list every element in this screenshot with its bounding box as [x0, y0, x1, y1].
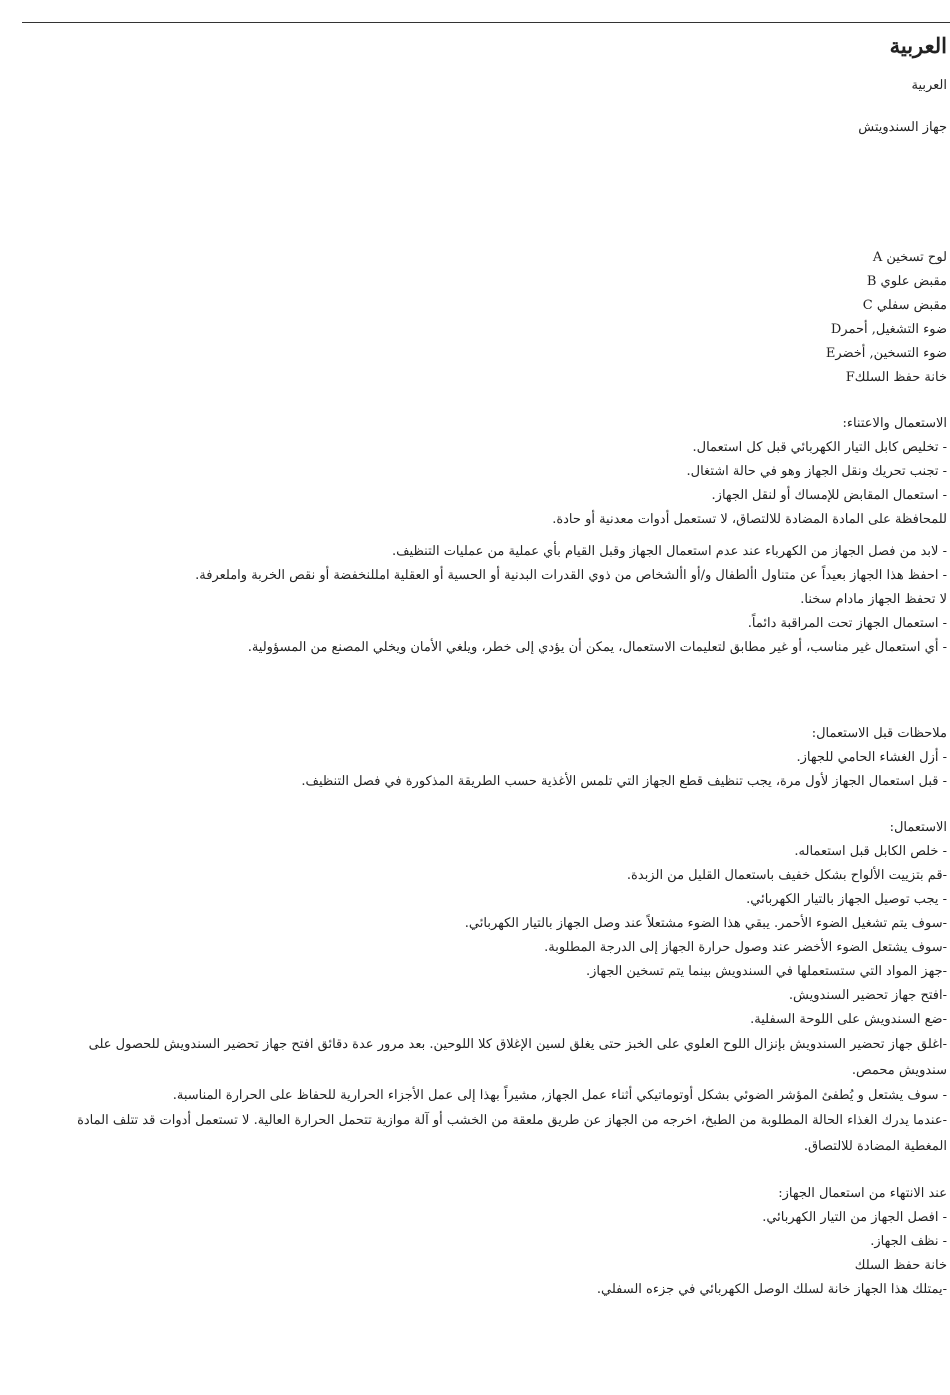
parts-list: [50, 246, 947, 390]
list-item: -جهز المواد التي ستستعملها في السندويش بينما يتم تسخين الجهاز.: [585, 964, 947, 979]
list-item: مقبض سفلي C: [862, 298, 947, 313]
list-item: لوح تسخين A: [872, 250, 947, 265]
usage-section: [50, 816, 947, 1160]
list-item: ضوء التسخين, أخضرE: [825, 346, 947, 361]
spacer: [50, 532, 947, 540]
spacer: [50, 794, 947, 816]
list-item: - أي استعمال غير مناسب، أو غير مطابق لتعليمات الاستعمال، يمكن أن يؤدي إلى خطر، ويلغي الأمان ويخلي المصنع من المسؤولية.: [247, 640, 947, 655]
list-item: مقبض علوي B: [866, 274, 947, 289]
list-item: - استعمال المقابض للإمساك أو لنقل الجهاز.: [711, 488, 947, 503]
list-item: -سوف يتم تشغيل الضوء الأحمر. يبقي هذا الضوء مشتعلاً عند وصل الجهاز بالتيار الكهربائي.: [464, 916, 947, 931]
list-item: -عندما يدرك الغذاء الحالة المطلوبة من الطبخ، اخرجه من الجهاز عن طريق ملعقة من الخشب أو آلة موازية تتحمل الحرارة العالية. لا تستعمل أدوات قد تتلف المادة المغطية المضادة للالتصاق.: [77, 1113, 947, 1154]
section-title: ملاحظات قبل الاستعمال:: [811, 726, 947, 741]
list-item: - افصل الجهاز من التيار الكهربائي.: [762, 1210, 947, 1225]
list-item: - خلص الكابل قبل استعماله.: [794, 844, 947, 859]
list-item: -ضع السندويش على اللوحة السفلية.: [750, 1012, 947, 1027]
list-item: - نظف الجهاز.: [870, 1234, 947, 1249]
list-item: -سوف يشتعل الضوء الأخضر عند وصول حرارة الجهاز إلى الدرجة المطلوبة.: [544, 940, 947, 955]
list-item: ضوء التشغيل, أحمرD: [830, 322, 947, 337]
list-item: - سوف يشتعل و يُطفئ المؤشر الضوئي بشكل أوتوماتيكي أثناء عمل الجهاز, مشيراً بهذا إلى عمل الأجزاء الحرارية للحفاظ على الحرارة المناسبة.: [172, 1088, 947, 1103]
section-title: الاستعمال والاعتناء:: [842, 416, 947, 431]
spacer: [50, 660, 947, 722]
spacer: [50, 390, 947, 412]
list-item: - يجب توصيل الجهاز بالتيار الكهربائي.: [746, 892, 947, 907]
list-item: -اغلق جهاز تحضير السندويش بإنزال اللوح العلوي على الخبز حتى يغلق لسين الإغلاق كلا اللوحين. بعد مرور عدة دقائق افتح جهاز تحضير السندويش للحصول على سندويش محمص.: [88, 1037, 947, 1078]
list-item: - تخليص كابل التيار الكهربائي قبل كل استعمال.: [692, 440, 947, 455]
list-item: - استعمال الجهاز تحت المراقبة دائماً.: [747, 616, 947, 631]
after-use-section: [50, 1182, 947, 1254]
top-divider: [22, 22, 950, 23]
list-item: -افتح جهاز تحضير السندويش.: [788, 988, 947, 1003]
section-title: خانة حفظ السلك: [854, 1258, 947, 1273]
list-item: للمحافظة على المادة المضادة للالتصاق، لا تستعمل أدوات معدنية أو حادة.: [552, 512, 947, 527]
section-title: عند الانتهاء من استعمال الجهاز:: [778, 1186, 947, 1201]
spacer: [50, 1160, 947, 1182]
list-item: لا تحفظ الجهاز مادام سخنا.: [800, 592, 947, 607]
before-use-section: [50, 722, 947, 794]
language-label: العربية: [911, 78, 947, 93]
cord-storage-section: [50, 1254, 947, 1302]
product-name: جهاز السندويتش: [858, 120, 947, 135]
document-content: [50, 30, 947, 1302]
list-item: - تجنب تحريك ونقل الجهاز وهو في حالة اشتغال.: [686, 464, 947, 479]
use-care-section: [50, 412, 947, 660]
image-placeholder: [50, 140, 947, 246]
list-item: -يمتلك هذا الجهاز خانة لسلك الوصل الكهربائي في جزءه السفلي.: [596, 1282, 947, 1297]
list-item: - لابد من فصل الجهاز من الكهرباء عند عدم استعمال الجهاز وقبل القيام بأي عملية من عمليات التنظيف.: [391, 544, 947, 559]
list-item: -قم بتزييت الألواح بشكل خفيف باستعمال القليل من الزبدة.: [626, 868, 947, 883]
list-item: خانة حفظ السلكF: [845, 370, 947, 385]
page-title: العربية: [889, 33, 947, 58]
list-item: - قبل استعمال الجهاز لأول مرة، يجب تنظيف قطع الجهاز التي تلمس الأغذية حسب الطريقة المذكورة في فصل التنظيف.: [301, 774, 947, 789]
list-item: - احفظ هذا الجهاز بعيداً عن متناول األطفال و/أو األشخاص من ذوي القدرات البدنية أو الحسية أو العقلية امللنخفضة أو نقص الخربة واملعرفة.: [195, 568, 947, 583]
list-item: - أزل الغشاء الحامي للجهاز.: [796, 750, 947, 765]
section-title: الاستعمال:: [889, 820, 947, 835]
